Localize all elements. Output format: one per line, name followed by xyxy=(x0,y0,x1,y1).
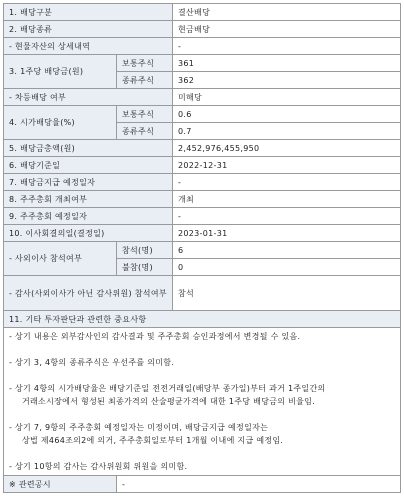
row-dividend-type xyxy=(4,4,401,21)
value-related-disclosure: - xyxy=(117,476,401,493)
label-total: 5. 배당금총액(원) xyxy=(4,140,173,157)
row-payment-date xyxy=(4,174,401,191)
section11-title: 11. 기타 투자판단과 관련한 중요사항 xyxy=(4,311,401,328)
value-differential: 미해당 xyxy=(173,89,401,106)
sub-directors-absent: 불참(명) xyxy=(117,259,173,276)
value-dividend-type: 결산배당 xyxy=(173,4,401,21)
sub-dps-common: 보통주식 xyxy=(117,55,173,72)
row-section11-notes xyxy=(4,328,401,476)
label-auditor-attendance: - 감사(사외이사가 아닌 감사위원) 참석여부 xyxy=(4,276,173,311)
row-total xyxy=(4,140,401,157)
dividend-disclosure-table xyxy=(3,3,401,493)
label-in-kind-details: - 현물자산의 상세내역 xyxy=(4,38,173,55)
value-payment-date: - xyxy=(173,174,401,191)
value-dps-common: 361 xyxy=(173,55,401,72)
label-board-date: 10. 이사회결의일(결정일) xyxy=(4,225,173,242)
value-agm-date: - xyxy=(173,208,401,225)
label-dividend-type: 1. 배당구분 xyxy=(4,4,173,21)
label-agm-held: 8. 주주총회 개최여부 xyxy=(4,191,173,208)
sub-directors-present: 참석(명) xyxy=(117,242,173,259)
note-1: - 상기 내용은 외부감사인의 감사결과 및 주주총회 승인과정에서 변경될 수 있음. xyxy=(9,332,301,341)
row-dps xyxy=(4,55,401,72)
value-yield-common: 0.6 xyxy=(173,106,401,123)
sub-yield-preferred: 종류주식 xyxy=(117,123,173,140)
note-2: - 상기 3, 4항의 종류주식은 우선주를 의미함. xyxy=(9,358,175,367)
row-yield xyxy=(4,106,401,123)
row-related-disclosure xyxy=(4,476,401,493)
value-yield-preferred: 0.7 xyxy=(173,123,401,140)
label-related-disclosure: ※ 관련공시 xyxy=(4,476,117,493)
label-outside-directors: - 사외이사 참석여부 xyxy=(4,242,117,276)
label-dps: 3. 1주당 배당금(원) xyxy=(4,55,117,89)
row-dividend-kind xyxy=(4,21,401,38)
label-payment-date: 7. 배당금지급 예정일자 xyxy=(4,174,173,191)
value-dps-preferred: 362 xyxy=(173,72,401,89)
note-4-line-1: - 상기 7, 9항의 주주총회 예정일자는 미정이며, 배당금지급 예정일자는 xyxy=(9,423,269,432)
row-agm-held xyxy=(4,191,401,208)
value-total: 2,452,976,455,950 xyxy=(173,140,401,157)
value-auditor-attendance: 참석 xyxy=(173,276,401,311)
note-3-line-1: - 상기 4항의 시가배당율은 배당기준일 전전거래일(배당부 종가일)부터 과거 1주일간의 xyxy=(9,384,326,393)
row-outside-directors xyxy=(4,242,401,259)
note-3-line-2: 거래소시장에서 형성된 최종가격의 산술평균가격에 대한 1주당 배당금의 비율임. xyxy=(22,397,316,406)
label-record-date: 6. 배당기준일 xyxy=(4,157,173,174)
label-yield: 4. 시가배당율(%) xyxy=(4,106,117,140)
row-section11-title xyxy=(4,311,401,328)
label-differential: - 차등배당 여부 xyxy=(4,89,173,106)
label-agm-date: 9. 주주총회 예정일자 xyxy=(4,208,173,225)
note-4-line-2: 상법 제464조의2에 의거, 주주총회일로부터 1개월 이내에 지급 예정임. xyxy=(22,436,284,445)
value-board-date: 2023-01-31 xyxy=(173,225,401,242)
row-differential xyxy=(4,89,401,106)
row-agm-date xyxy=(4,208,401,225)
label-dividend-kind: 2. 배당종류 xyxy=(4,21,173,38)
sub-dps-preferred: 종류주식 xyxy=(117,72,173,89)
value-dividend-kind: 현금배당 xyxy=(173,21,401,38)
value-directors-present: 6 xyxy=(173,242,401,259)
sub-yield-common: 보통주식 xyxy=(117,106,173,123)
value-in-kind-details: - xyxy=(173,38,401,55)
value-directors-absent: 0 xyxy=(173,259,401,276)
row-record-date xyxy=(4,157,401,174)
section11-notes xyxy=(4,328,401,476)
value-record-date: 2022-12-31 xyxy=(173,157,401,174)
row-in-kind-details xyxy=(4,38,401,55)
row-auditor-attendance xyxy=(4,276,401,311)
note-5: - 상기 10항의 감사는 감사위원회 위원을 의미함. xyxy=(9,462,188,471)
row-board-date xyxy=(4,225,401,242)
value-agm-held: 개최 xyxy=(173,191,401,208)
